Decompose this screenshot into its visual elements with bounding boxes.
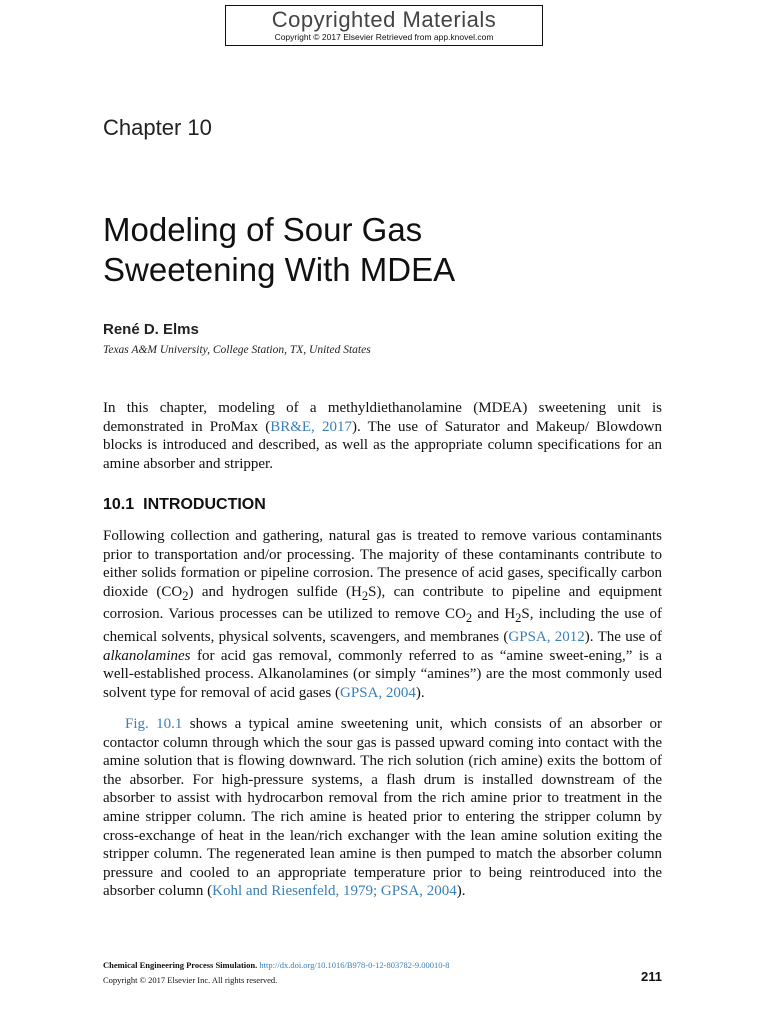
para1-text-5: S, including the use of chemical solvents, physical solvents, scavengers, and membranes ( [103, 606, 662, 645]
para1-text-4: and H [472, 606, 516, 623]
para1-text-3: S), can contribute to pipeline and equipment corrosion. Various processes can be utilized to remove CO [103, 583, 662, 623]
chapter-title [103, 210, 683, 290]
citation-link-bre-2017[interactable]: BR&E, 2017 [270, 418, 352, 435]
citation-link-gpsa-2004[interactable]: GPSA, 2004 [340, 684, 416, 701]
subscript: 2 [361, 588, 369, 603]
subscript: 2 [465, 611, 473, 626]
watermark-subtitle: Copyright © 2017 Elsevier Retrieved from app.knovel.com [274, 32, 494, 42]
section-number: 10.1 [103, 496, 135, 513]
abstract-text-b: ). The use of Saturator and Makeup/ Blowdown blocks is introduced and described, as well as the appropriate column specifications for an amine absorber and stripper. [103, 418, 662, 472]
subscript: 2 [515, 611, 522, 626]
abstract-text-a: In this chapter, modeling of a methyldiethanolamine (MDEA) sweetening unit is demonstrated in ProMax ( [103, 400, 662, 435]
chapter-abstract [103, 399, 662, 473]
subscript: 2 [182, 588, 189, 603]
para2-text-1: shows a typical amine sweetening unit, which consists of an absorber or contactor column through which the sour gas is passed upward coming into contact with the amine solution that is flowing downward. The rich solution (rich amine) exits the bottom of the absorber. For high-pressure systems, a flash drum is installed downstream of the absorber to assist with hydrocarbon removal from the rich amine prior to treatment in the amine stripper column. The rich amine is heated prior to entering the stripper column by cross-exchange of heat in the lean/rich exchanger with the lean amine solution exiting the stripper column. The regenerated lean amine is then pumped to match the absorber column pressure and cooled to an appropriate temperature prior to being reintroduced into the absorber column ( [103, 716, 662, 900]
footer-copyright: Copyright © 2017 Elsevier Inc. All rights reserved. [103, 975, 278, 985]
para1-text-7: for acid gas removal, commonly referred to as “amine sweet-ening,” is a well-established process. Alkanolamines (or simply “amines”) are the most commonly used solvent type for removal of acid gases ( [103, 647, 662, 701]
footer-doi-link[interactable]: http://dx.doi.org/10.1016/B978-0-12-803782-9.00010-8 [259, 960, 450, 970]
chapter-label: Chapter 10 [103, 115, 212, 140]
footer-citation [103, 960, 450, 970]
para1-text-6: ). The use of [584, 628, 662, 645]
para1-text-2: ) and hydrogen sulfide (H [188, 583, 362, 600]
citation-link-gpsa-2012[interactable]: GPSA, 2012 [508, 628, 585, 645]
copyright-watermark [225, 5, 543, 46]
footer-book-title: Chemical Engineering Process Simulation. [103, 960, 258, 970]
intro-paragraph-1 [103, 527, 662, 702]
section-heading [103, 496, 266, 514]
para2-text-2: ). [456, 883, 466, 900]
chapter-title-line-2: Sweetening With MDEA [103, 251, 456, 288]
figure-reference-link[interactable]: Fig. 10.1 [125, 716, 183, 732]
author-name: René D. Elms [103, 321, 199, 338]
author-affiliation: Texas A&M University, College Station, TX, United States [103, 344, 371, 356]
italic-term: alkanolamines [103, 647, 191, 664]
para1-text-1: Following collection and gathering, natural gas is treated to remove various contaminants prior to transportation and/or processing. The majority of these contaminants contribute to either solids formation or pipeline corrosion. The presence of acid gases, specifically carbon dioxide (CO [103, 528, 662, 600]
chapter-title-line-1: Modeling of Sour Gas [103, 211, 423, 248]
intro-paragraph-2 [103, 715, 662, 901]
citation-link-kohl-gpsa[interactable]: Kohl and Riesenfeld, 1979; GPSA, 2004 [212, 883, 457, 900]
watermark-title: Copyrighted Materials [271, 7, 497, 32]
para1-text-8: ). [415, 684, 425, 701]
section-title: INTRODUCTION [143, 496, 266, 513]
page-number: 211 [641, 969, 662, 984]
